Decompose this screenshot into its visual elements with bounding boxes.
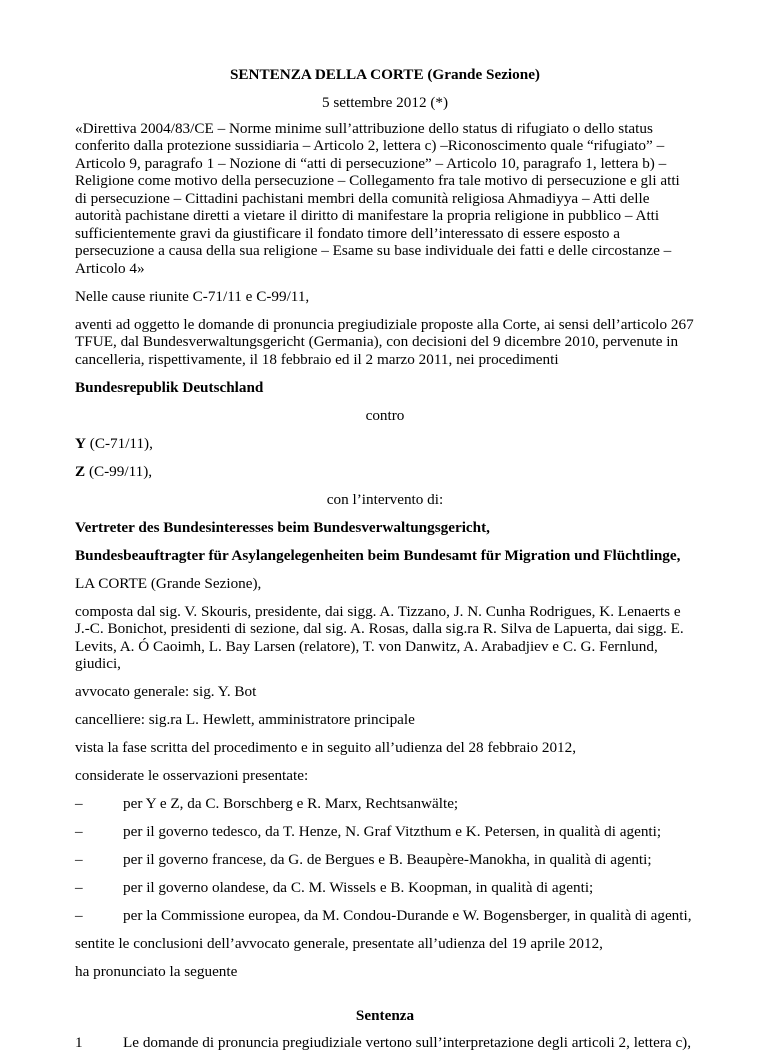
- observation-text: per il governo francese, da G. de Bergues e B. Beaupère-Manokha, in qualità di agenti;: [123, 851, 652, 868]
- court-label: LA CORTE (Grande Sezione),: [75, 574, 262, 592]
- observations-intro: considerate le osservazioni presentate:: [75, 767, 309, 784]
- advocate-general: avvocato generale: sig. Y. Bot: [75, 683, 257, 700]
- conclusions-statement: sentite le conclusioni dell’avvocato generale, presentate all’udienza del 19 aprile 2012,: [75, 935, 603, 952]
- intervention-label: con l’intervento di:: [326, 490, 444, 508]
- judgment-title: Sentenza: [355, 1006, 415, 1024]
- defendant-z: [75, 463, 695, 481]
- registrar: cancelliere: sig.ra L. Hewlett, amministratore principale: [75, 711, 415, 728]
- pronounced-statement: ha pronunciato la seguente: [75, 963, 238, 980]
- applicant-party: Bundesrepublik Deutschland: [75, 378, 264, 396]
- paragraph-1: [75, 1034, 695, 1052]
- observation-text: per Y e Z, da C. Borschberg e R. Marx, Rechtsanwälte;: [123, 795, 459, 812]
- observation-item: [75, 795, 695, 813]
- dash-marker: –: [75, 879, 83, 896]
- observation-item: [75, 907, 695, 925]
- defendant-y-name: Y: [75, 434, 86, 452]
- contro-label: contro: [365, 406, 405, 424]
- defendant-z-name: Z: [75, 462, 86, 480]
- observation-text: per il governo tedesco, da T. Henze, N. Graf Vitzthum e K. Petersen, in qualità di agenti;: [123, 823, 662, 840]
- subject-keywords: «Direttiva 2004/83/CE – Norme minime sull’attribuzione dello status di rifugiato o dello status conferito dalla protezione sussidiaria – Articolo 2, lettera c) –Riconoscimento quale “rifugiato” – Articolo 9, paragrafo 1 – Nozione di “atti di persecuzione” – Articolo 10, paragrafo 1, lettera b) – Religione come motivo della persecuzione – Collegamento fra tale motivo di persecuzione e gli atti di persecuzione – Cittadini pachistani membri della comunità religiosa Ahmadiyya – Atti delle autorità pachistane diretti a vietare il diritto di manifestare la propria religione in pubblico – Atti sufficientemente gravi da giustificare il fondato timore dell’interessato di essere esposto a persecuzione a causa della sua religione – Esame su base individuale dei fatti e delle circostanze – Articolo 4»: [75, 119, 680, 277]
- defendant-y-case: (C‑71/11),: [85, 434, 153, 452]
- defendant-y: [75, 435, 695, 453]
- judgment-date: 5 settembre 2012 (*): [321, 94, 449, 111]
- intervener-1: Vertreter des Bundesinteresses beim Bundesverwaltungsgericht,: [75, 518, 490, 536]
- observation-item: [75, 823, 695, 841]
- dash-marker: –: [75, 823, 83, 840]
- procedure-statement: vista la fase scritta del procedimento e in seguito all’udienza del 28 febbraio 2012,: [75, 739, 577, 756]
- judgment-heading: SENTENZA DELLA CORTE (Grande Sezione): [229, 66, 540, 83]
- paragraph-number: 1: [75, 1034, 83, 1051]
- paragraph-text: Le domande di pronuncia pregiudiziale vertono sull’interpretazione degli articoli 2, lettera c),: [123, 1034, 692, 1051]
- intervener-2: Bundesbeauftragter für Asylangelegenheiten beim Bundesamt für Migration und Flüchtlinge,: [75, 546, 681, 564]
- court-composition: composta dal sig. V. Skouris, presidente, dai sigg. A. Tizzano, J. N. Cunha Rodrigues, K. Lenaerts e J.‑C. Bonichot, presidenti di sezione, dal sig. A. Rosas, dalla sig.ra R. Silva de Lapuerta, dai sigg. E. Levits, A. Ó Caoimh, L. Bay Larsen (relatore), T. von Danwitz, A. Arabadjiev e C. G. Fernlund, giudici,: [75, 602, 684, 672]
- defendant-z-case: (C‑99/11),: [85, 462, 153, 480]
- dash-marker: –: [75, 795, 83, 812]
- dash-marker: –: [75, 907, 83, 924]
- observation-item: [75, 851, 695, 869]
- observation-text: per il governo olandese, da C. M. Wissels e B. Koopman, in qualità di agenti;: [123, 879, 594, 896]
- observation-text: per la Commissione europea, da M. Condou-Durande e W. Bogensberger, in qualità di agenti,: [123, 907, 692, 924]
- observation-item: [75, 879, 695, 897]
- reference-object: aventi ad oggetto le domande di pronuncia pregiudiziale proposte alla Corte, ai sensi dell’articolo 267 TFUE, dal Bundesverwaltungsgericht (Germania), con decisioni del 9 dicembre 2010, pervenute in cancelleria, rispettivamente, il 18 febbraio ed il 2 marzo 2011, nei procedimenti: [75, 315, 694, 368]
- dash-marker: –: [75, 851, 83, 868]
- joined-cases: Nelle cause riunite C‑71/11 e C‑99/11,: [75, 287, 310, 305]
- document-page: [75, 66, 695, 1052]
